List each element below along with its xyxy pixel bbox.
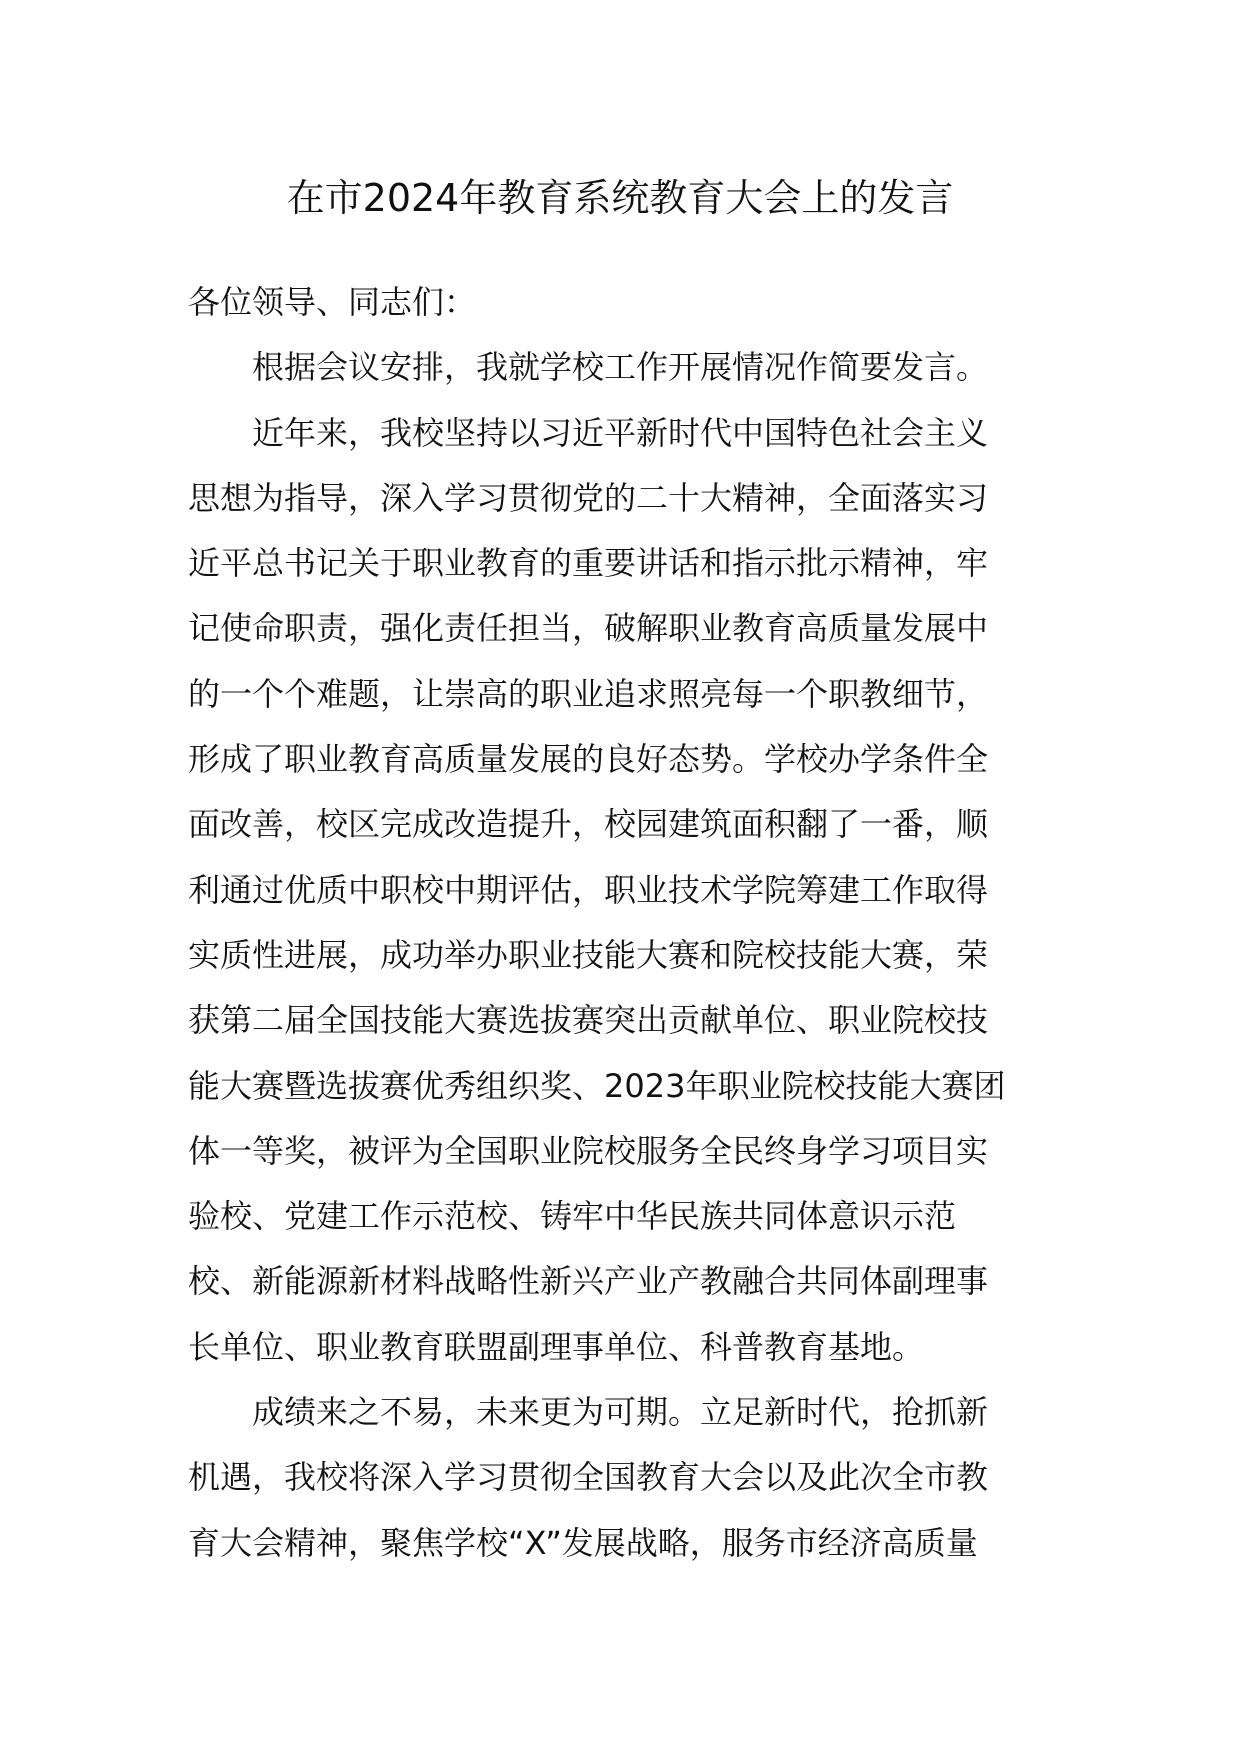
text-line: 面改善，校区完成改造提升，校园建筑面积翻了一番，顺 [188,805,989,844]
text-line: 利通过优质中职校中期评估，职业技术学院筹建工作取得 [188,870,989,909]
text-line: 形成了职业教育高质量发展的良好态势。学校办学条件全 [188,740,989,779]
text-line: 校、新能源新材料战略性新兴产业产教融合共同体副理事 [188,1262,989,1301]
text-line: 的一个个难题，让崇高的职业追求照亮每一个职教细节， [188,674,989,713]
text-line: 育大会精神，聚焦学校“X”发展战略，服务市经济高质量 [188,1523,978,1562]
text-line: 实质性进展，成功举办职业技能大赛和院校技能大赛，荣 [188,935,989,974]
text-line: 获第二届全国技能大赛选拔赛突出贡献单位、职业院校技 [188,1001,989,1040]
text-line: 体一等奖，被评为全国职业院校服务全民终身学习项目实 [188,1131,989,1170]
document-body [188,270,1068,1576]
salutation: 各位领导、同志们： [188,283,477,321]
text-line: 能大赛暨选拔赛优秀组织奖、2023年职业院校技能大赛团 [188,1066,1006,1105]
text-line: 思想为指导，深入学习贯彻党的二十大精神，全面落实习 [188,478,989,517]
text-line: 成绩来之不易，未来更为可期。立足新时代，抢抓新 [252,1393,989,1432]
text-line: 长单位、职业教育联盟副理事单位、科普教育基地。 [188,1327,925,1366]
text-line: 根据会议安排，我就学校工作开展情况作简要发言。 [252,348,989,387]
document-title: 在市2024年教育系统教育大会上的发言 [286,176,954,220]
text-line: 验校、党建工作示范校、铸牢中华民族共同体意识示范 [188,1197,957,1236]
text-line: 记使命职责，强化责任担当，破解职业教育高质量发展中 [188,609,989,648]
text-line: 近平总书记关于职业教育的重要讲话和指示批示精神，牢 [188,544,989,583]
text-line: 近年来，我校坚持以习近平新时代中国特色社会主义 [252,413,989,452]
text-line: 机遇，我校将深入学习贯彻全国教育大会以及此次全市教 [188,1458,989,1497]
